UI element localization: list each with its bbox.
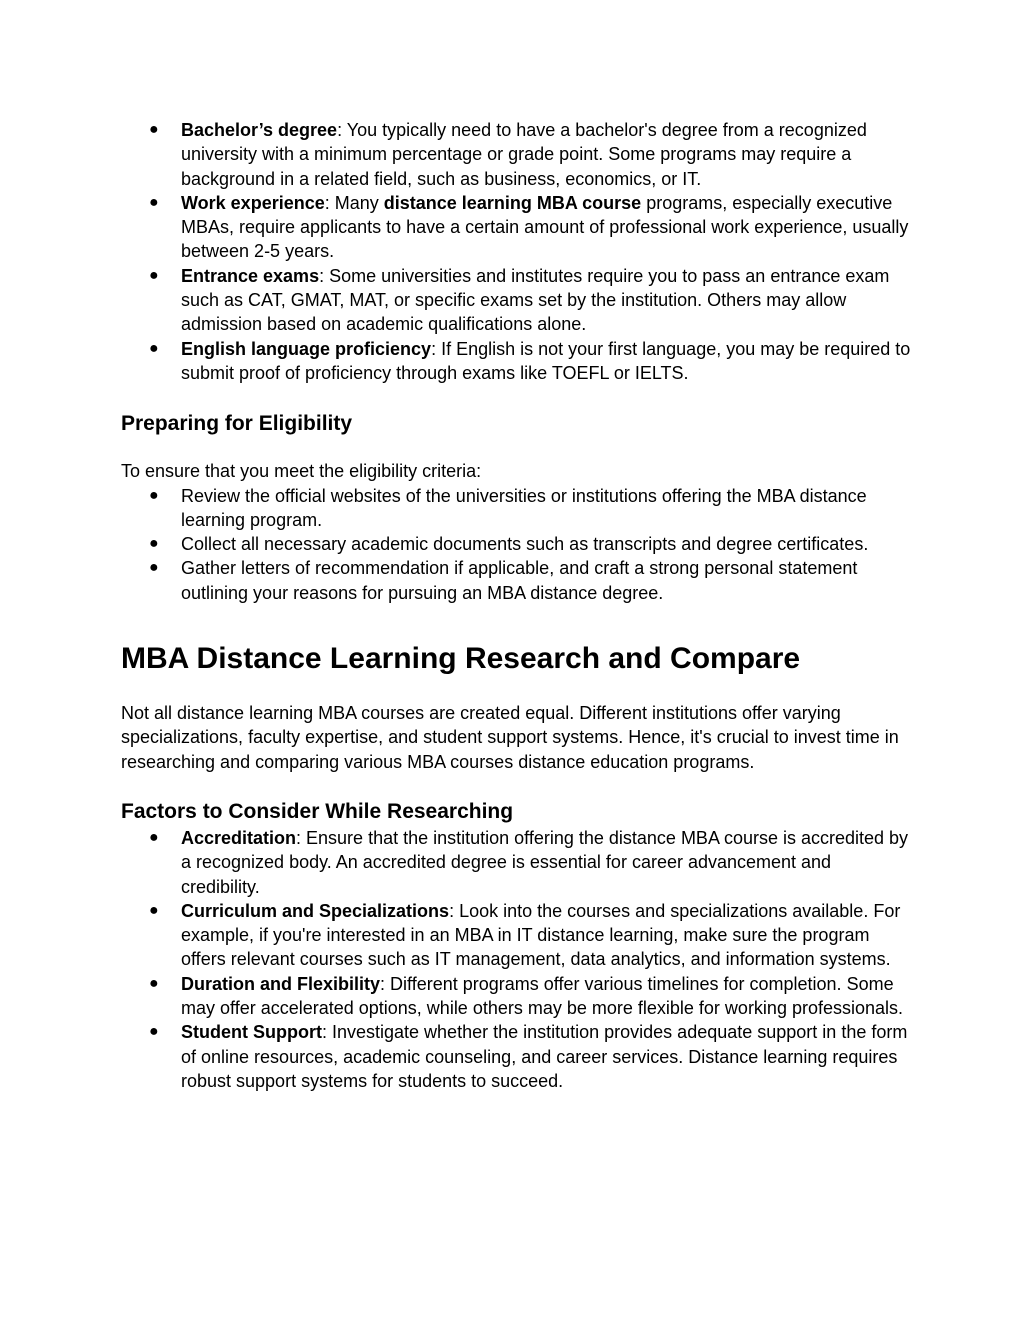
item-term: Entrance exams <box>181 265 320 286</box>
bullet-icon: ● <box>149 559 159 577</box>
list-item <box>121 532 911 556</box>
bullet-icon: ● <box>149 339 159 357</box>
bullet-icon: ● <box>149 535 159 553</box>
item-text: Collect all necessary academic documents such as transcripts and degree certificates. <box>181 534 869 555</box>
list-item <box>121 118 911 191</box>
item-text: Gather letters of recommendation if applicable, and craft a strong personal statement outlining your reasons for pursuing an MBA distance degree. <box>181 558 858 603</box>
eligibility-requirements-list <box>121 118 911 385</box>
item-term: Student Support <box>181 1022 322 1043</box>
item-term: Accreditation <box>181 827 297 848</box>
preparing-list <box>121 484 911 605</box>
list-item <box>121 1020 911 1093</box>
section-heading-research: MBA Distance Learning Research and Compare <box>121 642 801 676</box>
item-term: Work experience <box>181 192 325 213</box>
item-term: Bachelor’s degree <box>181 120 338 140</box>
item-term: Curriculum and Specializations <box>181 900 450 921</box>
list-item <box>121 264 911 337</box>
bullet-icon: ● <box>149 121 159 138</box>
section-heading-preparing: Preparing for Eligibility <box>121 412 353 436</box>
bullet-icon: ● <box>149 486 159 504</box>
item-text: : Investigate whether the institution provides adequate support in the form of online resources, academic counseling, and career services. Distance learning requires robust support systems for students to succeed. <box>181 1022 908 1091</box>
list-item <box>121 899 911 972</box>
bullet-icon: ● <box>149 901 159 919</box>
section-heading-factors: Factors to Consider While Researching <box>121 799 514 823</box>
bullet-icon: ● <box>149 1023 159 1041</box>
list-item <box>121 972 911 1021</box>
item-text: : You typically need to have a bachelor's degree from a recognized university with a minimum percentage or grade point. Some programs may require a background in a related field, such as business, economics, or IT. <box>181 120 867 189</box>
list-item <box>121 337 911 386</box>
bullet-icon: ● <box>149 266 159 284</box>
bullet-icon: ● <box>149 974 159 992</box>
item-text: : Many <box>324 192 384 213</box>
bullet-icon: ● <box>149 193 159 211</box>
item-text: programs, especially executive MBAs, require applicants to have a certain amount of professional work experience, usually between 2-5 years. <box>181 192 909 262</box>
bullet-icon: ● <box>149 828 159 846</box>
list-item <box>121 191 911 264</box>
item-text: Review the official websites of the universities or institutions offering the MBA distance learning program. <box>181 485 867 530</box>
list-item <box>121 484 911 533</box>
preparing-intro: To ensure that you meet the eligibility criteria: <box>121 461 482 482</box>
item-text: : Ensure that the institution offering the distance MBA course is accredited by a recognized body. An accredited degree is essential for career advancement and credibility. <box>181 827 909 897</box>
item-text: : Different programs offer various timelines for completion. Some may offer accelerated options, while others may be more flexible for working professionals. <box>181 973 904 1019</box>
item-term: English language proficiency <box>181 338 432 359</box>
item-text: : If English is not your first language, you may be required to submit proof of proficiency through exams like TOEFL or IELTS. <box>181 338 911 383</box>
item-term: Duration and Flexibility <box>181 973 381 994</box>
item-term-inline: distance learning MBA course <box>383 192 642 213</box>
list-item <box>121 826 911 899</box>
research-paragraph: Not all distance learning MBA courses are created equal. Different institutions offer varying specializations, faculty expertise, and student support systems. Hence, it's crucial to invest time in researching and comparing various MBA courses distance education programs. <box>121 703 899 772</box>
item-text: : Look into the courses and specializations available. For example, if you're interested in an MBA in IT distance learning, make sure the program offers relevant courses such as IT management, data analytics, and information systems. <box>181 900 901 970</box>
list-item <box>121 556 911 605</box>
factors-list <box>121 826 911 1093</box>
item-text: : Some universities and institutes require you to pass an entrance exam such as CAT, GMAT, MAT, or specific exams set by the institution. Others may allow admission based on academic qualifications alone. <box>181 265 890 335</box>
document-content <box>121 118 911 1093</box>
